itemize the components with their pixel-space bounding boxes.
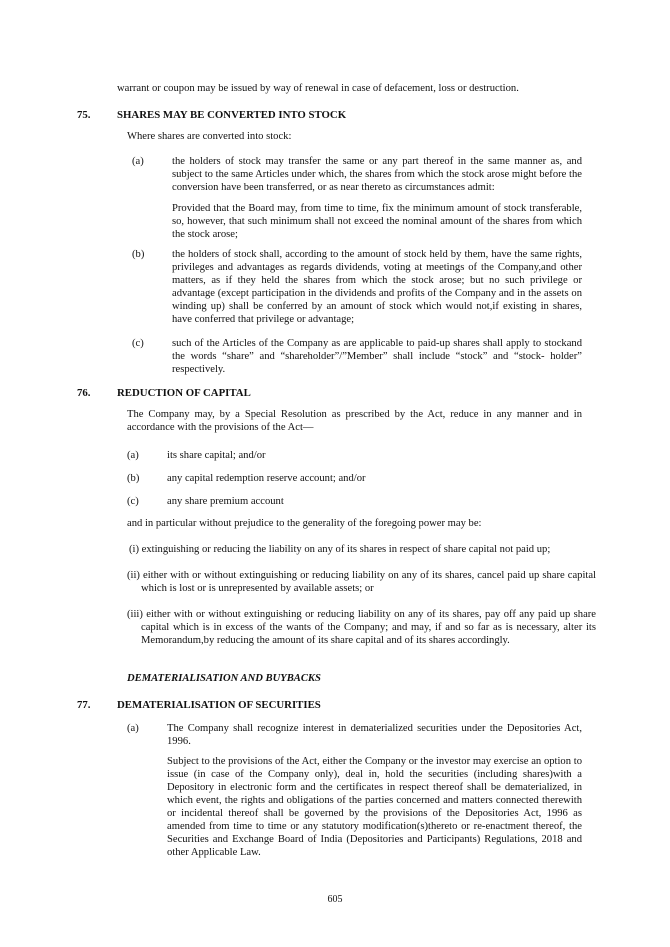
article-77-number: 77. [77,699,91,711]
article-76-roman-ii: (ii) either with or without extinguishing or reducing liability on any of its shares, cancel paid up share capital which is lost or is unrepresented by available assets; or [127,570,596,594]
article-75-title: SHARES MAY BE CONVERTED INTO STOCK [117,109,347,121]
section-heading: DEMATERIALISATION AND BUYBACKS [127,673,321,684]
article-76-title: REDUCTION OF CAPITAL [117,387,251,399]
article-76-number: 76. [77,387,91,399]
article-76-intro: The Company may, by a Special Resolution as prescribed by the Act, reduce in any manner and in accordance with the provisions of the Act— [127,409,582,433]
article-75-proviso: Provided that the Board may, from time to time, fix the minimum amount of stock transferable, so, however, that such minimum shall not exceed the nominal amount of the shares from which the stock arose; [172,203,582,240]
article-76-roman-iii: (iii) either with or without extinguishing or reducing liability on any of its shares, pay off any paid up share capital which is in excess of the wants of the Company; and may, if and so far as is necessary, alter its Memorandum,by reducing the amount of its share capital and of its shares accordingly. [127,609,596,646]
item-label: (b) [127,473,140,484]
item-label: (a) [132,156,144,167]
item-label: (b) [132,249,145,260]
article-77-title: DEMATERIALISATION OF SECURITIES [117,699,321,711]
article-75-item-a: the holders of stock may transfer the same or any part thereof in the same manner as, and subject to the same Articles under which, the shares from which the stock arose might before the conversion have been transferred, or as near thereto as circumstances admit: [172,156,582,193]
article-75-intro: Where shares are converted into stock: [127,131,292,142]
continuation-text: warrant or coupon may be issued by way of renewal in case of defacement, loss or destruction. [117,83,519,94]
article-76-para: and in particular without prejudice to the generality of the foregoing power may be: [127,518,482,529]
item-label: (c) [127,496,139,507]
article-77-item-a: The Company shall recognize interest in dematerialized securities under the Depositories Act, 1996. [167,723,582,747]
article-75-number: 75. [77,109,91,121]
item-label: (c) [132,338,144,349]
article-75-item-c: such of the Articles of the Company as are applicable to paid-up shares shall apply to stockand the words “share” and “shareholder”/”Member” shall include “stock” and “stock- holder” respectively. [172,338,582,375]
article-77-para: Subject to the provisions of the Act, either the Company or the investor may exercise an option to issue (in case of the Company only), deal in, hold the securities (including shares)with a Depository in electronic form and the certificates in respect thereof shall be dematerialized, in which event, the rights and obligations of the parties concerned and matters connected therewith or incidental thereof shall be governed by the provisions of the Depositories Act, 1996 as amended from time to time or any statutory modification(s)thereto or re-enactment thereof, the Securities and Exchange Board of India (Depositories and Participants) Regulations, 2018 and other Applicable Law. [167,756,582,858]
item-label: (a) [127,723,139,734]
article-76-roman-i: (i) extinguishing or reducing the liability on any of its shares in respect of share capital not paid up; [129,544,551,555]
page-number: 605 [327,894,343,905]
article-76-item-a: its share capital; and/or [167,450,266,461]
item-label: (a) [127,450,139,461]
article-76-item-c: any share premium account [167,496,284,507]
article-75-item-b: the holders of stock shall, according to the amount of stock held by them, have the same rights, privileges and advantages as regards dividends, voting at meetings of the Company,and other matters, as if they held the shares from which the stock arose; but no such privilege or advantage (except participation in the dividends and profits of the Company and in the assets on winding up) shall be conferred by an amount of stock which would not,if existing in shares, have conferred that privilege or advantage; [172,249,582,325]
article-76-item-b: any capital redemption reserve account; and/or [167,473,366,484]
